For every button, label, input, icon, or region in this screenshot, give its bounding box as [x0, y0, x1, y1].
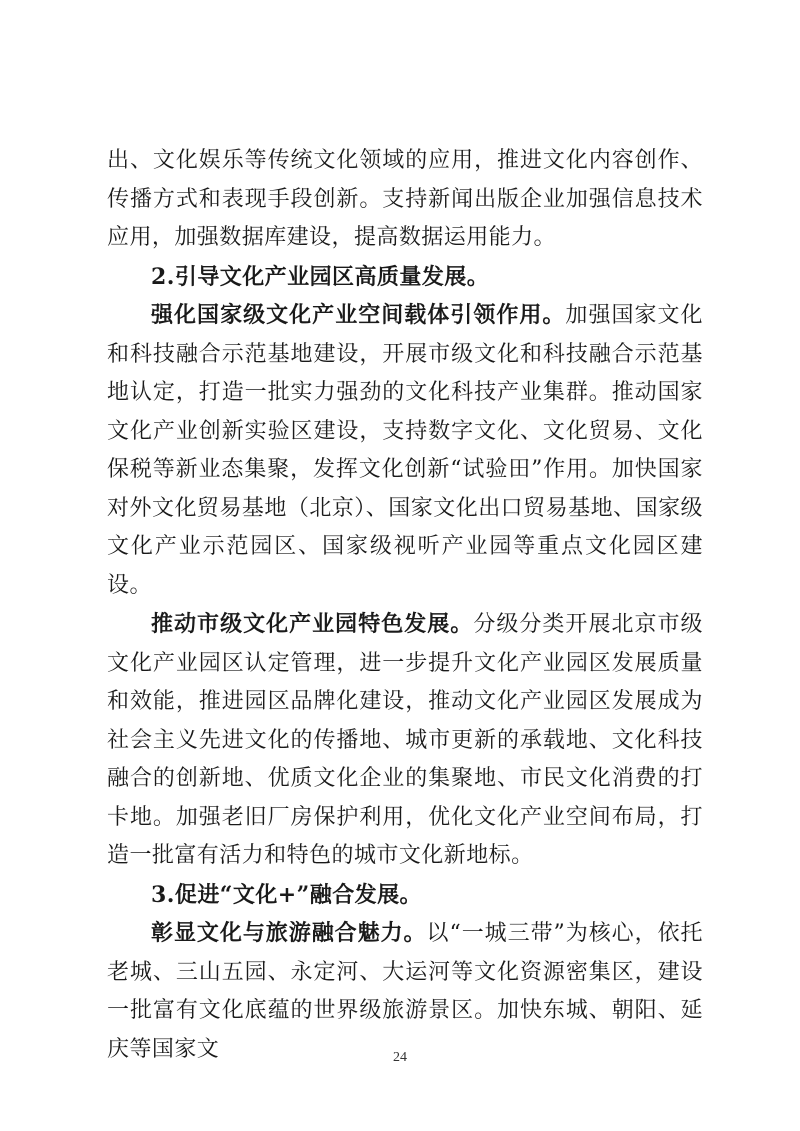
paragraph-national-carriers: [107, 296, 703, 605]
paragraph-municipal-parks: [107, 605, 703, 876]
paragraph-text: 出、文化娱乐等传统文化领域的应用，推进文化内容创作、传播方式和表现手段创新。支持新闻出版企业加强信息技术应用，加强数据库建设，提高数据运用能力。: [107, 148, 703, 250]
heading-text: 3.促进“文化+”融合发展。: [151, 881, 423, 908]
paragraph-lead: 强化国家级文化产业空间载体引领作用。: [151, 302, 566, 328]
body-text: [107, 142, 703, 1069]
paragraph-text: 加强国家文化和科技融合示范基地建设，开展市级文化和科技融合示范基地认定，打造一批实力强劲的文化科技产业集群。推动国家文化产业创新实验区建设，支持数字文化、文化贸易、文化保税等新业态集聚，发挥文化创新“试验田”作用。加快国家对外文化贸易基地（北京）、国家文化出口贸易基地、国家级文化产业示范园区、国家级视听产业园等重点文化园区建设。: [107, 303, 703, 598]
paragraph-lead: 推动市级文化产业园特色发展。: [151, 611, 474, 637]
paragraph-lead: 彰显文化与旅游融合魅力。: [151, 920, 427, 946]
paragraph-culture-tourism: [107, 914, 703, 1069]
section-heading-3: [107, 876, 703, 915]
heading-text: 2.引导文化产业园区高质量发展。: [151, 263, 490, 290]
paragraph-continuation: [107, 142, 703, 258]
page-number: 24: [393, 1050, 407, 1065]
paragraph-text: 分级分类开展北京市级文化产业园区认定管理，进一步提升文化产业园区发展质量和效能，推进园区品牌化建设，推动文化产业园区发展成为社会主义先进文化的传播地、城市更新的承载地、文化科技融合的创新地、优质文化企业的集聚地、市民文化消费的打卡地。加强老旧厂房保护利用，优化文化产业空间布局，打造一批富有活力和特色的城市文化新地标。: [107, 612, 703, 868]
section-heading-2: [107, 258, 703, 297]
paragraph-text: 以“一城三带”为核心，依托老城、三山五园、永定河、大运河等文化资源密集区，建设一批富有文化底蕴的世界级旅游景区。加快东城、朝阳、延庆等国家文: [107, 921, 703, 1062]
